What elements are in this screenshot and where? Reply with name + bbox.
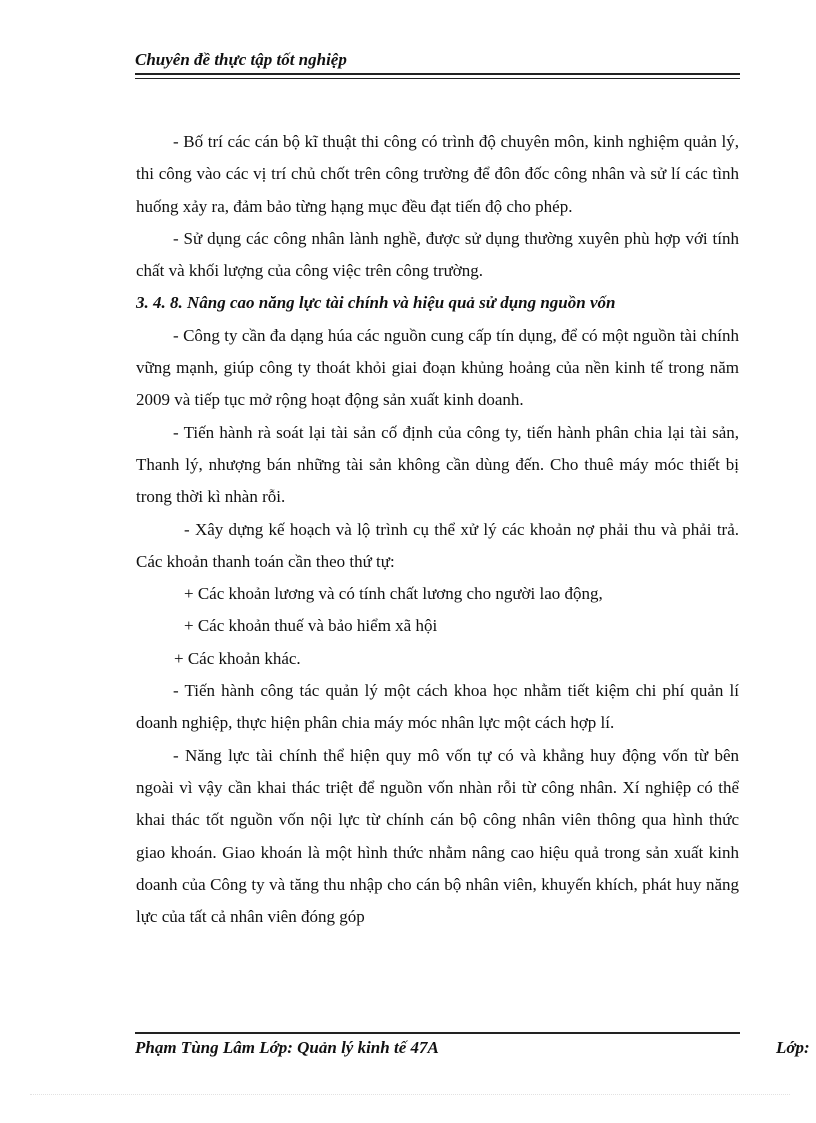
footer-divider bbox=[135, 1032, 740, 1034]
header-divider bbox=[135, 73, 740, 79]
footer-class-label: Lớp: bbox=[776, 1038, 810, 1057]
paragraph-6: - Tiến hành công tác quản lý một cách khoa học nhằm tiết kiệm chi phí quản lí doanh nghiệp, thực hiện phân chia máy móc nhân lực một cách hợp lí. bbox=[136, 681, 739, 733]
document-body bbox=[136, 126, 739, 933]
section-heading: 3. 4. 8. Nâng cao năng lực tài chính và hiệu quả sử dụng nguồn vốn bbox=[136, 293, 616, 313]
list-item-3: + Các khoản khác. bbox=[174, 648, 301, 668]
paragraph-2: - Sử dụng các công nhân lành nghề, được sử dụng thường xuyên phù hợp với tính chất và khối lượng của công việc trên công trường. bbox=[136, 228, 739, 281]
paragraph-3: - Công ty cần đa dạng húa các nguồn cung cấp tín dụng, để có một nguồn tài chính vững mạnh, giúp công ty thoát khỏi giai đoạn khủng hoảng của nền kinh tế trong năm 2009 và tiếp tục mở rộng hoạt động sản xuất kinh doanh. bbox=[136, 325, 739, 410]
paragraph-5: - Xây dựng kế hoạch và lộ trình cụ thể xử lý các khoản nợ phải thu và phải trả. Các khoản thanh toán cần theo thứ tự: bbox=[136, 519, 739, 571]
paragraph-4: - Tiến hành rà soát lại tài sản cố định của công ty, tiến hành phân chia lại tài sản, Thanh lý, nhượng bán những tài sản không cần dùng đến. Cho thuê máy móc thiết bị trong thời kì nhàn rỗi. bbox=[136, 422, 739, 507]
paragraph-7: - Năng lực tài chính thể hiện quy mô vốn tự có và khẳng huy động vốn từ bên ngoài vì vậy cần khai thác triệt để nguồn vốn nhàn rỗi từ công nhân. Xí nghiệp có thể khai thác tốt nguồn vốn nội lực từ chính cán bộ công nhân viên thông qua hình thức giao khoán. Giao khoán là một hình thức nhằm nâng cao hiệu quả trong sản xuất kinh doanh của Công ty và tăng thu nhập cho cán bộ nhân viên, khuyến khích, phát huy năng lực của tất cả nhân viên đóng góp bbox=[136, 745, 739, 927]
page-header-title: Chuyên đề thực tập tốt nghiệp bbox=[135, 50, 347, 69]
list-item-1: + Các khoản lương và có tính chất lương cho người lao động, bbox=[184, 584, 603, 604]
list-item-2: + Các khoản thuế và bảo hiểm xã hội bbox=[184, 616, 438, 636]
footer-author: Phạm Tùng Lâm Lớp: Quản lý kinh tế 47A bbox=[135, 1038, 439, 1057]
page-edge-line bbox=[30, 1094, 790, 1095]
paragraph-1: - Bố trí các cán bộ kĩ thuật thi công có trình độ chuyên môn, kinh nghiệm quản lý, thi công vào các vị trí chủ chốt trên công trường để đôn đốc công nhân và sử lí các tình huống xảy ra, đảm bảo từng hạng mục đều đạt tiến độ cho phép. bbox=[136, 132, 739, 216]
